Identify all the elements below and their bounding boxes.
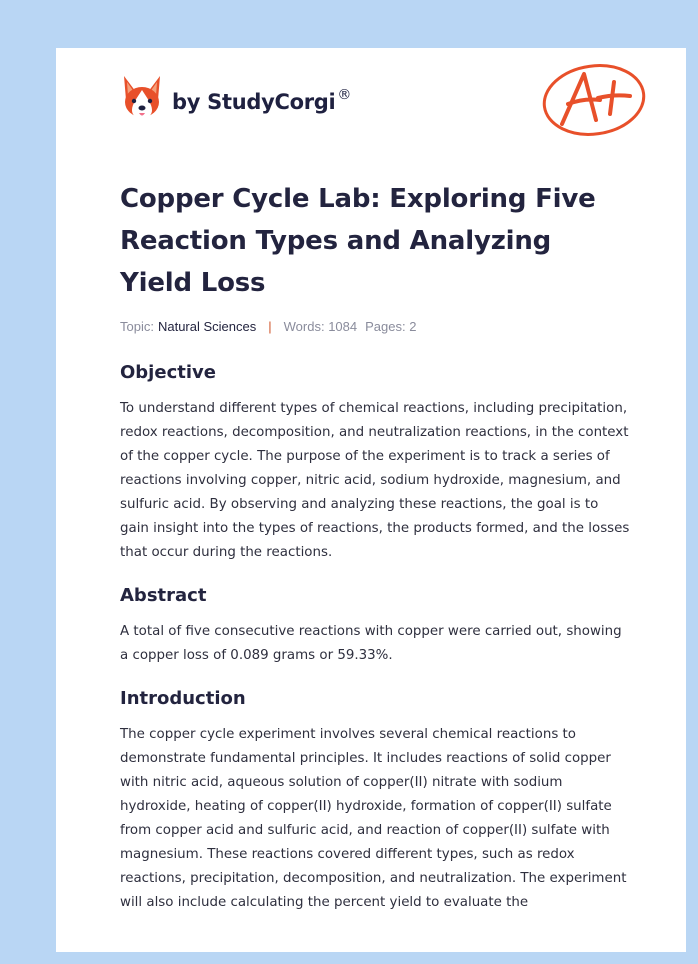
corgi-icon bbox=[120, 74, 164, 122]
page-count: Pages: 2 bbox=[365, 318, 417, 334]
document-content bbox=[120, 178, 630, 915]
section-heading-abstract: Abstract bbox=[120, 585, 207, 606]
meta-separator: | bbox=[268, 318, 272, 334]
brand-name: by StudyCorgi ® bbox=[172, 86, 352, 114]
topic-label: Topic: bbox=[120, 318, 154, 334]
section-body-objective: To understand different types of chemical reactions, including precipitation, redox reactions, decomposition, and neutralization reactions, in the context of the copper cycle. The purpose of the experiment is to track a series of reactions involving copper, nitric acid, sodium hydroxide, magnesium, and sulfuric acid. By observing and analyzing these reactions, the goal is to gain insight into the types of reactions, the products formed, and the losses that occur during the reactions. bbox=[120, 401, 630, 560]
document-page bbox=[56, 48, 686, 952]
studycorgi-logo[interactable] bbox=[120, 74, 351, 122]
section-heading-introduction: Introduction bbox=[120, 688, 246, 709]
page-header bbox=[56, 48, 686, 158]
section-heading-objective: Objective bbox=[120, 362, 216, 383]
topic-link[interactable]: Natural Sciences bbox=[157, 318, 257, 334]
word-count: Words: 1084 bbox=[283, 318, 358, 334]
section-body-introduction: The copper cycle experiment involves several chemical reactions to demonstrate fundamental principles. It includes reactions of solid copper with nitric acid, aqueous solution of copper(II) nitrate with sodium hydroxide, heating of copper(II) hydroxide, formation of copper(II) sulfate from copper acid and sulfuric acid, and reaction of copper(II) sulfate with magnesium. These reactions covered different types, such as redox reactions, precipitation, decomposition, and neutralization. The experiment will also include calculating the percent yield to evaluate the bbox=[120, 727, 627, 910]
section-body-abstract: A total of five consecutive reactions with copper were carried out, showing a copper loss of 0.089 grams or 59.33%. bbox=[120, 624, 622, 663]
document-meta bbox=[120, 316, 630, 336]
page-title: Copper Cycle Lab: Exploring Five Reaction Types and Analyzing Yield Loss bbox=[120, 184, 596, 298]
a-plus-badge-icon bbox=[538, 60, 648, 138]
